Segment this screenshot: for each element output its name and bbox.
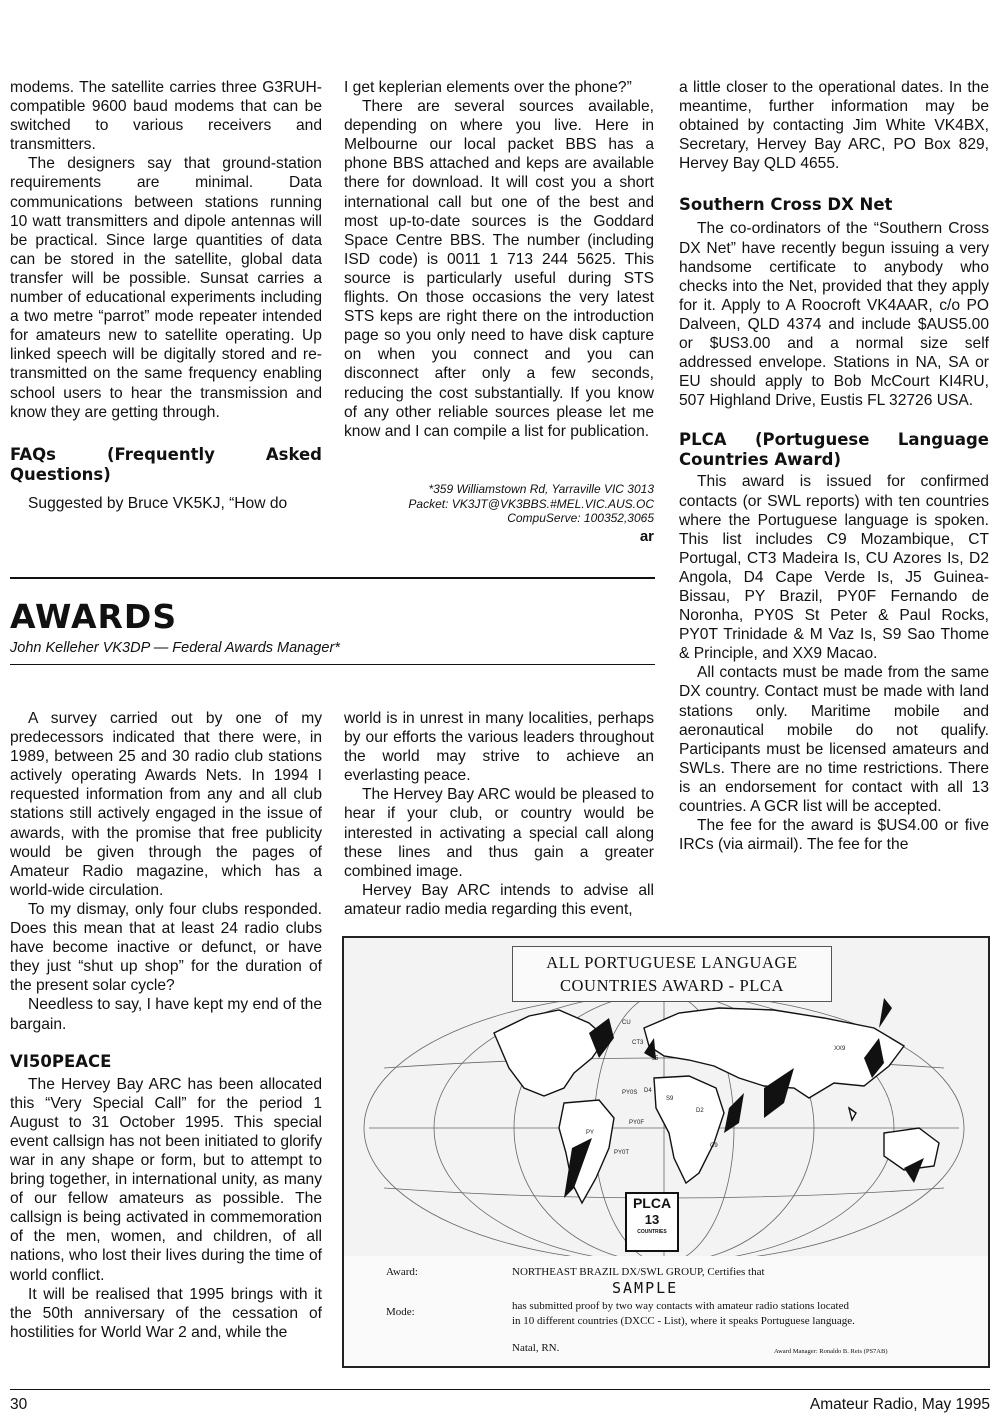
proof-line: in 10 different countries (DXCC - List), where it speaks Portuguese language. [512,1315,855,1327]
map-label: D2 [696,1108,704,1114]
col1-top [10,78,322,513]
certificate-title-line: ALL PORTUGUESE LANGUAGE [546,953,798,972]
certificate-title [512,946,832,1002]
paragraph: It will be realised that 1995 brings with it the 50th anniversary of the cessation of hostilities for World War 2 and, while the [10,1285,322,1341]
paragraph: The designers say that ground-station requirements are minimal. Data communications between stations running 10 watt transmitters and dipole antennas will be practical. Since large quantities of data can be stored in the satellite, global data transfer will be possible. Sunsat carries a number of educational experiments including a two metre “parrot” mode repeater intended for amateurs new to satellite operating. Up linked speech will be digitally stored and re-transmitted on the same frequency enabling school users to hear the transmission and know they are getting through. [10,155,322,421]
plca-certificate [342,936,990,1368]
vi50peace-heading: VI50PEACE [10,1051,112,1071]
place: Natal, RN. [512,1342,560,1354]
paragraph: The fee for the award is $US4.00 or five IRCs (via airmail). The fee for the [679,817,989,854]
plca-badge [625,1192,679,1252]
map-label: CU [622,1020,631,1026]
paragraph: I get keplerian elements over the phone?” [344,79,632,96]
map-label: PY [586,1130,595,1136]
plca-heading: PLCA (Portuguese Language Countries Award) [679,430,989,470]
certificate-text [344,1256,988,1366]
map-label: CT3 [632,1040,644,1046]
col3 [679,78,989,854]
map-label: PY0F [629,1120,645,1126]
paragraph: All contacts must be made from the same DX country. Contact must be made with land stations only. Maritime mobile and aeronautical mobile do not qualify. Participants must be licensed amateurs and SWLs. There are no time restrictions. There is an endorsement for contact with all 13 countries. A GCR list will be accepted. [679,664,989,815]
signature-packet: Packet: VK3JT@VK3BBS.#MEL.VIC.AUS.OC [408,496,654,511]
col2-top [344,78,654,441]
map-label: PY0T [614,1150,630,1156]
proof-line: has submitted proof by two way contacts with amateur radio stations located [512,1300,849,1312]
map-label: S9 [666,1096,674,1102]
badge-number: 13 [644,1212,660,1227]
section-title: AWARDS [10,597,178,636]
sample-stamp: SAMPLE [612,1279,679,1297]
certificate-title-line: COUNTRIES AWARD - PLCA [559,976,785,995]
byline-divider [10,664,655,665]
paragraph: There are several sources available, depending on where you live. Here in Melbourne our local packet BBS has a phone BBS attached and keps are available there for download. It will cost you a short international call but one of the best and most up-to-date sources is the Goddard Space Centre BBS. The number (including ISD code) is 0011 1 713 244 5625. This source is particularly useful during STS flights. On those occasions the very latest STS keps are right there on the introduction page so you only need to have disk capture on when you connect and you can disconnect after only a few seconds, reducing the cost substantially. If you know of any other reliable sources please let me know and I can compile a list for publication. [344,98,654,440]
paragraph: Suggested by Bruce VK5KJ, “How do [28,494,288,512]
award-label: Award: [386,1266,418,1278]
map-label: J5 [652,1056,659,1062]
paragraph: The Hervey Bay ARC would be pleased to hear if your club, or country would be interested in activating a special call along these lines and thus gain a greater combined image. [344,786,654,880]
col2-bottom [344,709,654,919]
paragraph: The co-ordinators of the “Southern Cross DX Net” have recently begun issuing a very handsome certificate to anybody who checks into the Net, provided that they apply for it. Apply to A Roocroft VK4AAR, c/o PO Dalveen, QLD 4374 and include $AUS5.00 or $US3.00 and a normal size self addressed envelope. Stations in NA, SA or EU should apply to Bob McCourt KI4RU, 507 Highland Drive, Eustis FL 32726 USA. [679,220,989,410]
footer-rule [10,1389,990,1390]
mode-label: Mode: [386,1306,415,1318]
map-label: C9 [710,1143,718,1149]
page-number: 30 [10,1396,28,1413]
section-divider [10,577,655,579]
paragraph: To my dismay, only four clubs responded. Does this mean that at least 24 radio clubs have become inactive or defunct, or have they just “shut up shop” for the duration of the present solar cycle? [10,900,322,995]
map-label: XX9 [834,1046,846,1052]
paragraph: Needless to say, I have kept my end of the bargain. [10,996,322,1033]
signature-compuserve: CompuServe: 100352,3065 [507,511,654,525]
byline: John Kelleher VK3DP — Federal Awards Manager* [10,640,340,656]
author-signature [344,482,654,526]
paragraph: a little closer to the operational dates. In the meantime, further information may be obtained by contacting Jim White VK4BX, Secretary, Hervey Bay ARC, PO Box 829, Hervey Bay QLD 4655. [679,79,989,173]
paragraph: This award is issued for confirmed contacts (or SWL reports) with ten countries where the Portuguese language is spoken. This list includes C9 Mozambique, CT Portugal, CT3 Madeira Is, CU Azores Is, D2 Angola, D4 Cape Verde Is, J5 Guinea-Bissau, PY Brazil, PY0F Fernando de Noronha, PY0S St Peter & Paul Rocks, PY0T Trinidade & M Vaz Is, S9 Sao Thome & Principle, and XX9 Macao. [679,473,989,663]
certifies-line: NORTHEAST BRAZIL DX/SWL GROUP, Certifies that [512,1266,765,1278]
badge-caption: COUNTRIES [637,1229,667,1235]
faq-heading: FAQs (Frequently Asked Questions) [10,444,322,484]
col1-bottom [10,709,322,1342]
paragraph: world is in unrest in many localities, perhaps by our efforts the various leaders throughout the world may strive to achieve an everlasting peace. [344,710,654,785]
paragraph: A survey carried out by one of my predecessors indicated that there were, in 1989, between 25 and 30 radio club stations actively operating Awards Nets. In 1994 I requested information from any and all club stations still actively engaged in the issue of awards, with the promise that free publicity would be given through the pages of Amateur Radio magazine, which has a world-wide circulation. [10,710,322,899]
signature-address: *359 Williamstown Rd, Yarraville VIC 3013 [428,482,654,496]
map-label: D4 [644,1088,652,1094]
paragraph: The Hervey Bay ARC has been allocated this “Very Special Call” for the period 1 August to 31 October 1995. This special event callsign has not been initiated to glorify war in any shape or form, but to attempt to bring together, in international unity, as many of our fellow amateurs as possible. The callsign is being activated in commemoration of the men, women, and children, of all nations, who lost their lives during the time of world conflict. [10,1075,322,1284]
southern-cross-heading: Southern Cross DX Net [679,195,893,215]
badge-title: PLCA [632,1195,672,1211]
paragraph: modems. The satellite carries three G3RUH-compatible 9600 baud modems that can be switched to various receivers and transmitters. [10,79,322,154]
map-label: PY0S [622,1090,638,1096]
publication-footer: Amateur Radio, May 1995 [809,1396,990,1413]
paragraph: Hervey Bay ARC intends to advise all amateur radio media regarding this event, [344,881,654,918]
award-manager: Award Manager: Ronaldo B. Reis (PS7AB) [774,1348,888,1355]
end-mark: ar [639,528,654,545]
